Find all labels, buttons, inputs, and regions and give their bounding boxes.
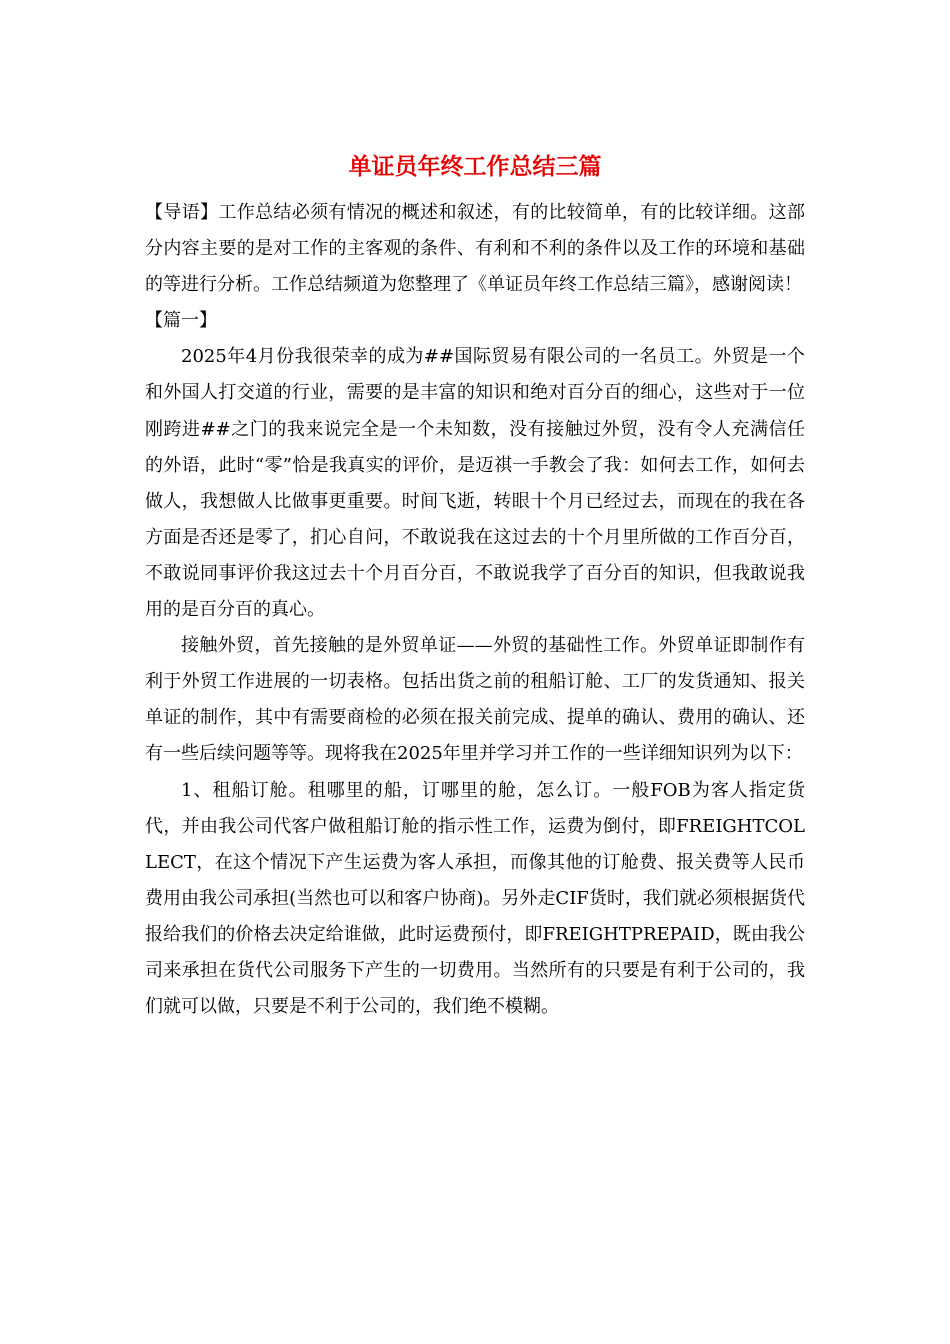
intro-paragraph: 【导语】工作总结必须有情况的概述和叙述，有的比较简单，有的比较详细。这部分内容主要的是对工作的主客观的条件、有利和不利的条件以及工作的环境和基础的等进行分析。工作总结频道为您整理了《单证员年终工作总结三篇》，感谢阅读！ — [145, 202, 805, 296]
body-paragraph: 2025年4月份我很荣幸的成为##国际贸易有限公司的一名员工。外贸是一个和外国人打交道的行业，需要的是丰富的知识和绝对百分百的细心，这些对于一位刚跨进##之门的我来说完全是一个未知数，没有接触过外贸，没有令人充满信任的外语，此时“零”恰是我真实的评价，是迈祺一手教会了我：如何去工作，如何去做人，我想做人比做事更重要。时间飞逝，转眼十个月已经过去，而现在的我在各方面是否还是零了，扪心自问，不敢说我在这过去的十个月里所做的工作百分百，不敢说同事评价我这过去十个月百分百，不敢说我学了百分百的知识，但我敢说我用的是百分百的真心。 — [145, 346, 805, 621]
document-body — [145, 195, 805, 1025]
body-paragraph: 接触外贸，首先接触的是外贸单证——外贸的基础性工作。外贸单证即制作有利于外贸工作进展的一切表格。包括出货之前的租船订舱、工厂的发货通知、报关单证的制作，其中有需要商检的必须在报关前完成、提单的确认、费用的确认、还有一些后续问题等等。现将我在2025年里并学习并工作的一些详细知识列为以下： — [145, 635, 805, 765]
section-heading: 【篇一】 — [145, 310, 217, 332]
document-title: 单证员年终工作总结三篇 — [348, 153, 602, 180]
body-paragraph: 1、租船订舱。租哪里的船，订哪里的舱，怎么订。一般FOB为客人指定货代，并由我公司代客户做租船订舱的指示性工作，运费为倒付，即FREIGHTCOLLECT，在这个情况下产生运费为客人承担，而像其他的订舱费、报关费等人民币费用由我公司承担(当然也可以和客户协商)。另外走CIF货时，我们就必须根据货代报给我们的价格去决定给谁做，此时运费预付，即FREIGHTPREPAID，既由我公司来承担在货代公司服务下产生的一切费用。当然所有的只要是有利于公司的，我们就可以做，只要是不利于公司的，我们绝不模糊。 — [145, 779, 805, 1018]
